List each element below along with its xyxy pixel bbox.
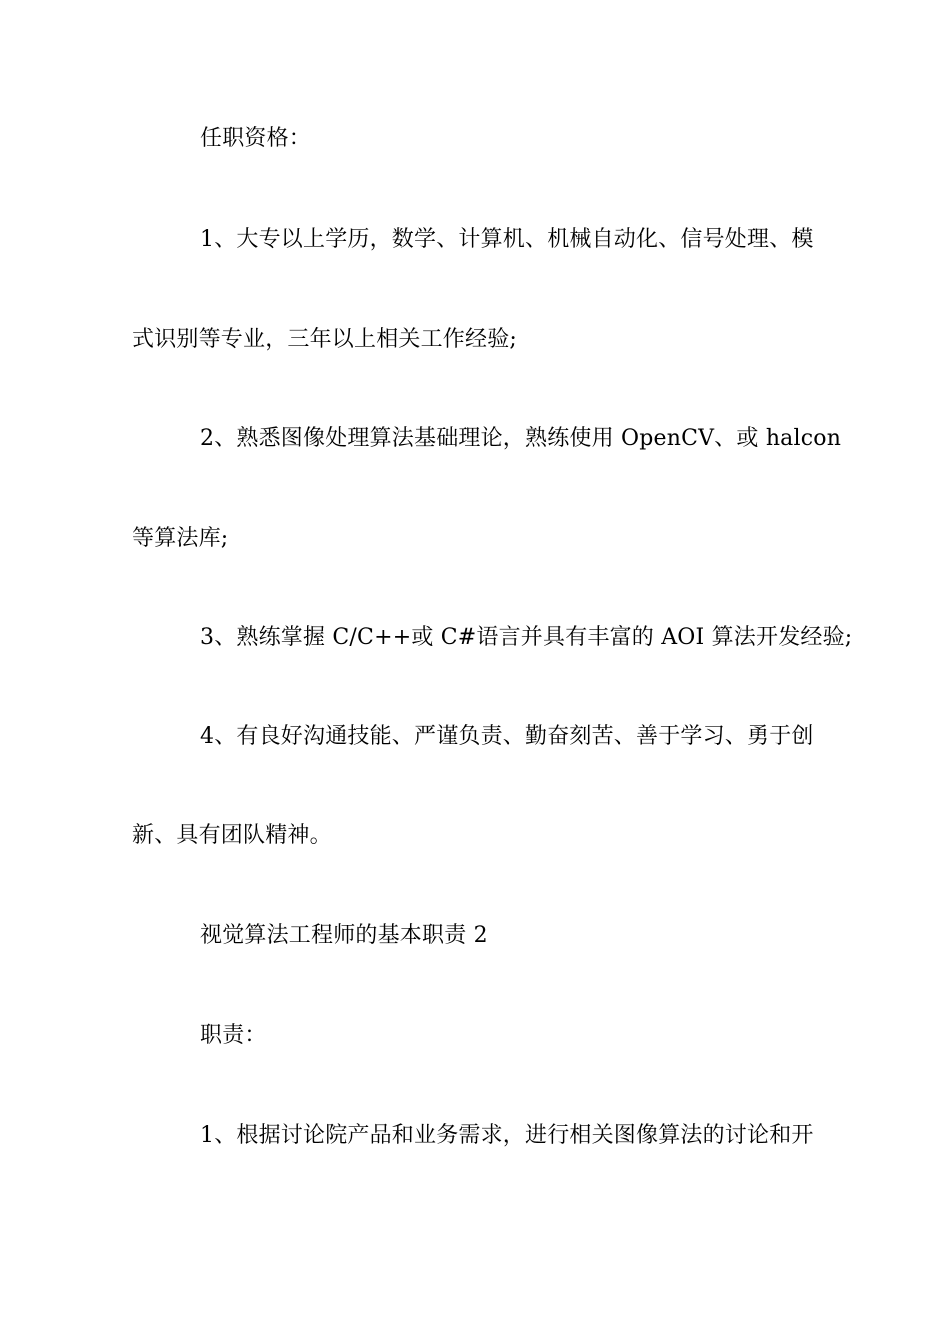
- qualification-item-3: 3、熟练掌握 C/C++或 C#语言并具有丰富的 AOI 算法开发经验;: [200, 625, 853, 650]
- qualification-item-2-continued: 等算法库;: [132, 526, 229, 551]
- qualification-item-1: 1、大专以上学历，数学、计算机、机械自动化、信号处理、模: [200, 227, 814, 252]
- section-title: 视觉算法工程师的基本职责 2: [200, 923, 488, 948]
- duty-item-1: 1、根据讨论院产品和业务需求，进行相关图像算法的讨论和开: [200, 1123, 814, 1148]
- qualification-item-1-continued: 式识别等专业，三年以上相关工作经验;: [132, 327, 518, 352]
- qualification-item-2: 2、熟悉图像处理算法基础理论，熟练使用 OpenCV、或 halcon: [200, 426, 842, 451]
- qualification-item-4: 4、有良好沟通技能、严谨负责、勤奋刻苦、善于学习、勇于创: [200, 724, 814, 749]
- qualifications-heading: 任职资格：: [200, 126, 312, 151]
- qualification-item-4-continued: 新、具有团队精神。: [132, 823, 332, 848]
- duties-heading: 职责：: [200, 1023, 267, 1048]
